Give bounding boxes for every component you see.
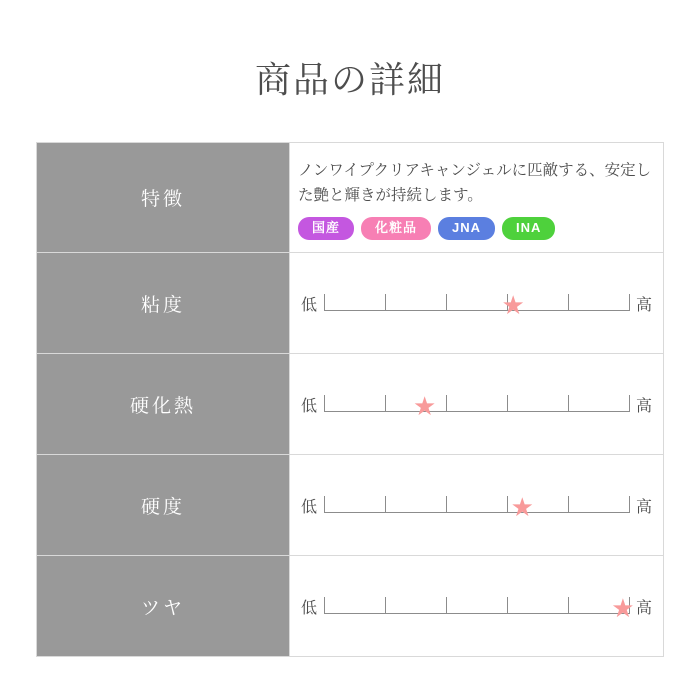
scale-high-label: 高 [635, 296, 652, 314]
scale-axis-line [324, 613, 629, 614]
row-value-feature [290, 143, 664, 253]
scale-tick [629, 294, 630, 311]
scale-high-label: 高 [635, 599, 652, 617]
scale-tick [446, 597, 447, 614]
row-label-curing-heat: 硬化熱 [37, 354, 290, 455]
status-badge: INA [502, 217, 555, 240]
scale-tick [324, 496, 325, 513]
status-badge: 国産 [298, 217, 354, 240]
scale-track [324, 589, 635, 623]
scale-tick [568, 496, 569, 513]
scale-tick [507, 496, 508, 513]
scale-tick [385, 294, 386, 311]
scale-tick [446, 496, 447, 513]
scale-axis-line [324, 512, 629, 513]
scale-tick [446, 294, 447, 311]
scale-low-label: 低 [300, 498, 317, 516]
row-value-viscosity [290, 253, 664, 354]
scale-tick [568, 294, 569, 311]
scale-curing-heat [290, 354, 663, 454]
scale-star-marker: ★ [611, 593, 635, 623]
scale-axis-line [324, 411, 629, 412]
scale-tick [568, 597, 569, 614]
status-badge: JNA [438, 217, 495, 240]
scale-low-label: 低 [300, 599, 317, 617]
scale-tick [324, 294, 325, 311]
scale-high-label: 高 [635, 498, 652, 516]
scale-star-marker: ★ [510, 492, 534, 522]
status-badge: 化粧品 [361, 217, 431, 240]
scale-tick [324, 597, 325, 614]
scale-gloss [290, 556, 663, 656]
scale-hardness [290, 455, 663, 555]
scale-tick [507, 395, 508, 412]
feature-description: ノンワイプクリアキャンジェルに匹敵する、安定した艶と輝きが持続します。 [298, 162, 652, 205]
scale-tick [568, 395, 569, 412]
scale-low-label: 低 [300, 397, 317, 415]
scale-axis-line [324, 310, 629, 311]
row-label-viscosity: 粘度 [37, 253, 290, 354]
scale-low-label: 低 [300, 296, 317, 314]
scale-star-marker: ★ [501, 290, 525, 320]
scale-tick [629, 496, 630, 513]
table-row [37, 253, 664, 354]
scale-star-marker: ★ [412, 391, 437, 421]
scale-tick [385, 597, 386, 614]
scale-tick [507, 597, 508, 614]
scale-track [324, 387, 629, 421]
scale-tick [629, 395, 630, 412]
row-value-gloss [290, 556, 664, 657]
scale-track [324, 286, 629, 320]
scale-viscosity [290, 253, 663, 353]
row-label-gloss: ツヤ [37, 556, 290, 657]
spec-table [36, 142, 664, 657]
scale-tick [385, 395, 386, 412]
table-row [37, 556, 664, 657]
row-value-curing-heat [290, 354, 664, 455]
table-row [37, 455, 664, 556]
table-row [37, 354, 664, 455]
feature-badge-list [290, 209, 663, 250]
scale-tick [324, 395, 325, 412]
scale-tick [446, 395, 447, 412]
row-label-hardness: 硬度 [37, 455, 290, 556]
table-row [37, 143, 664, 253]
row-value-hardness [290, 455, 664, 556]
page-title: 商品の詳細 [254, 59, 445, 100]
row-label-feature: 特徴 [37, 143, 290, 253]
scale-high-label: 高 [635, 397, 652, 415]
scale-tick [385, 496, 386, 513]
scale-track [324, 488, 629, 522]
